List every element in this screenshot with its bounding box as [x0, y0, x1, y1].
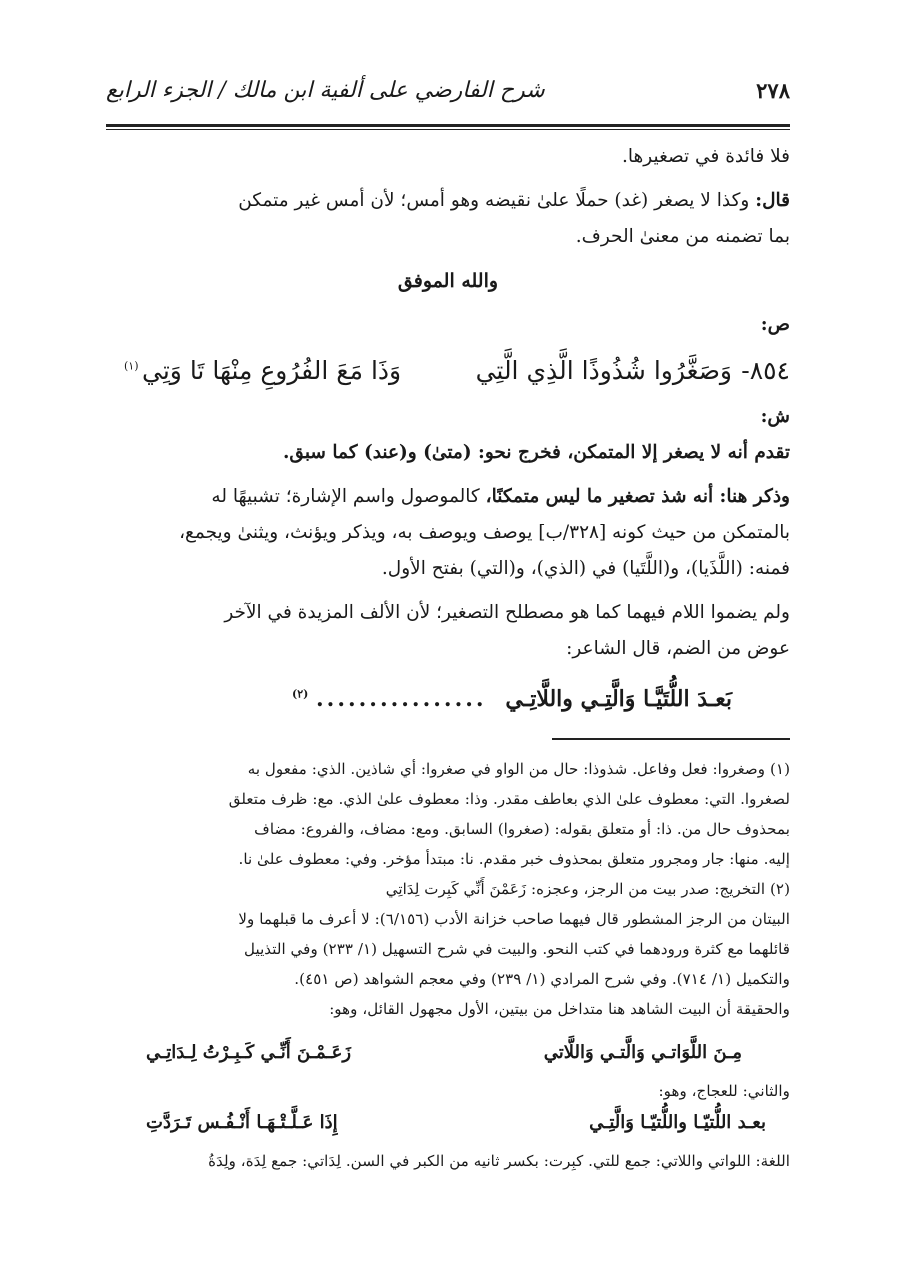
header-rule-thick [106, 124, 790, 127]
footnote-separator [552, 738, 790, 740]
page-header [106, 78, 790, 122]
footnote-line: البيتان من الرجز المشطور قال فيهما صاحب خزانة الأدب (٦/١٥٦): لا أعرف ما قبلهما ولا [238, 910, 790, 928]
page-number: ٢٧٨ [756, 78, 790, 103]
poem-line [106, 686, 790, 726]
footnote-ref-1: (١) [124, 359, 139, 373]
poem-ellipsis: ................ [316, 686, 487, 712]
footnote-line: والتكميل (١/ ٧١٤). وفي شرح المرادي (١/ ٢٣٩) وفي معجم الشواهد (ص ٤٥١). [294, 970, 790, 988]
body-line: بالمتمكن من حيث كونه [٣٢٨/ب] يوصف ويوصف به، ويذكر ويؤنث، ويثنىٰ ويجمع، [179, 522, 790, 543]
footnote-ref-2: (٢) [292, 687, 309, 701]
body-line-text: كالموصول واسم الإشارة؛ تشبيهًا له [211, 486, 480, 507]
footnote-line: (١) وصغروا: فعل وفاعل. شذوذا: حال من الواو في صغروا: أي شاذين. الذي: مفعول به [247, 760, 790, 778]
footnote-line: لصغروا. التي: معطوف علىٰ الذي بعاطف مقدر. وذا: معطوف علىٰ الذي. مع: ظرف متعلق [228, 790, 790, 808]
running-title: شرح الفارضي على ألفية ابن مالك / الجزء الرابع [106, 78, 545, 103]
footnote-verse-2b: إِذَا عَـلَّـتْـهَـا أَنْـفُـس تَـرَدَّتِ [146, 1112, 338, 1133]
body-line: فمنه: (اللَّذَيا)، و(اللَّتَيا) في (الذي)، و(التي) بفتح الأول. [381, 558, 790, 579]
footnote-line: والحقيقة أن البيت الشاهد هنا متداخل من بيتين، الأول مجهول القائل، وهو: [329, 1000, 790, 1018]
alfiyya-verse [106, 356, 790, 396]
closing-phrase: والله الموفق [397, 270, 499, 292]
sad-label: ص: [760, 314, 790, 335]
body-line [110, 486, 790, 507]
body-line-bold: وذكر هنا: أنه شذ تصغير ما ليس متمكنًا، [485, 486, 790, 507]
qala-label: قال: [755, 190, 790, 211]
verse-hemistich-1: وَصَغَّرُوا شُذُوذًا الَّذِي الَّتِي [475, 356, 732, 385]
body-line-text: وكذا لا يصغر (غد) حملًا علىٰ نقيضه وهو أمس؛ لأن أمس غير متمكن [238, 190, 750, 211]
poem-hemistich: بَعـدَ اللُّتَيَّـا وَالَّتِـي واللَّاتِـي [505, 686, 732, 712]
footnote-line: بمحذوف حال من. ذا: أو متعلق بقوله: (صغروا) السابق. ومع: مضاف، والفروع: مضاف [254, 820, 790, 838]
shin-label: ش: [760, 406, 790, 427]
footnote-line: إليه. منها: جار ومجرور متعلق بمحذوف خبر مقدم. نا: مبتدأ مؤخر. وفي: معطوف علىٰ نا. [238, 850, 790, 868]
footnote-verse-1b: زَعَـمْـنَ أَنِّـي كَـبِـرْتُ لِـدَاتِـي [146, 1042, 352, 1063]
footnote-line: (٢) التخريج: صدر بيت من الرجز، وعجزه: زَعَمْنَ أَنِّي كَبِرت لِدَاتِي [385, 880, 790, 898]
footnote-line: والثاني: للعجاج، وهو: [658, 1082, 790, 1100]
body-line: تقدم أنه لا يصغر إلا المتمكن، فخرج نحو: (متىٰ) و(عند) كما سبق. [282, 442, 790, 463]
body-line: بما تضمنه من معنىٰ الحرف. [575, 226, 790, 247]
header-rule-thin [106, 129, 790, 130]
verse-hemistich-2: وَذَا مَعَ الفُرُوعِ مِنْهَا تَا وَتِي [142, 356, 402, 385]
footnote-verse-1a: مِـنَ اللَّوَاتـي وَالَّتـي وَاللَّاتي [543, 1042, 742, 1063]
footnote-line: اللغة: اللواتي واللاتي: جمع للتي. كبِرت: بكسر ثانيه من الكبر في السن. لِدَاتي: جمع لِدَة، ولِدَةُ [208, 1152, 790, 1170]
body-line: فلا فائدة في تصغيرها. [622, 146, 790, 167]
body-line: عوض من الضم، قال الشاعر: [566, 638, 790, 659]
body-line: ولم يضموا اللام فيهما كما هو مصطلح التصغير؛ لأن الألف المزيدة في الآخر [224, 602, 790, 623]
body-line [110, 190, 790, 211]
footnote-verse-2a: بعـد اللُّتيّـا واللُّتيّـا وَالَّتِـي [589, 1112, 766, 1133]
footnote-line: قائلهما مع كثرة ورودهما في كتب النحو. والبيت في شرح التسهيل (١/ ٢٣٣) وفي التذييل [243, 940, 790, 958]
verse-number: ٨٥٤- [741, 356, 790, 385]
